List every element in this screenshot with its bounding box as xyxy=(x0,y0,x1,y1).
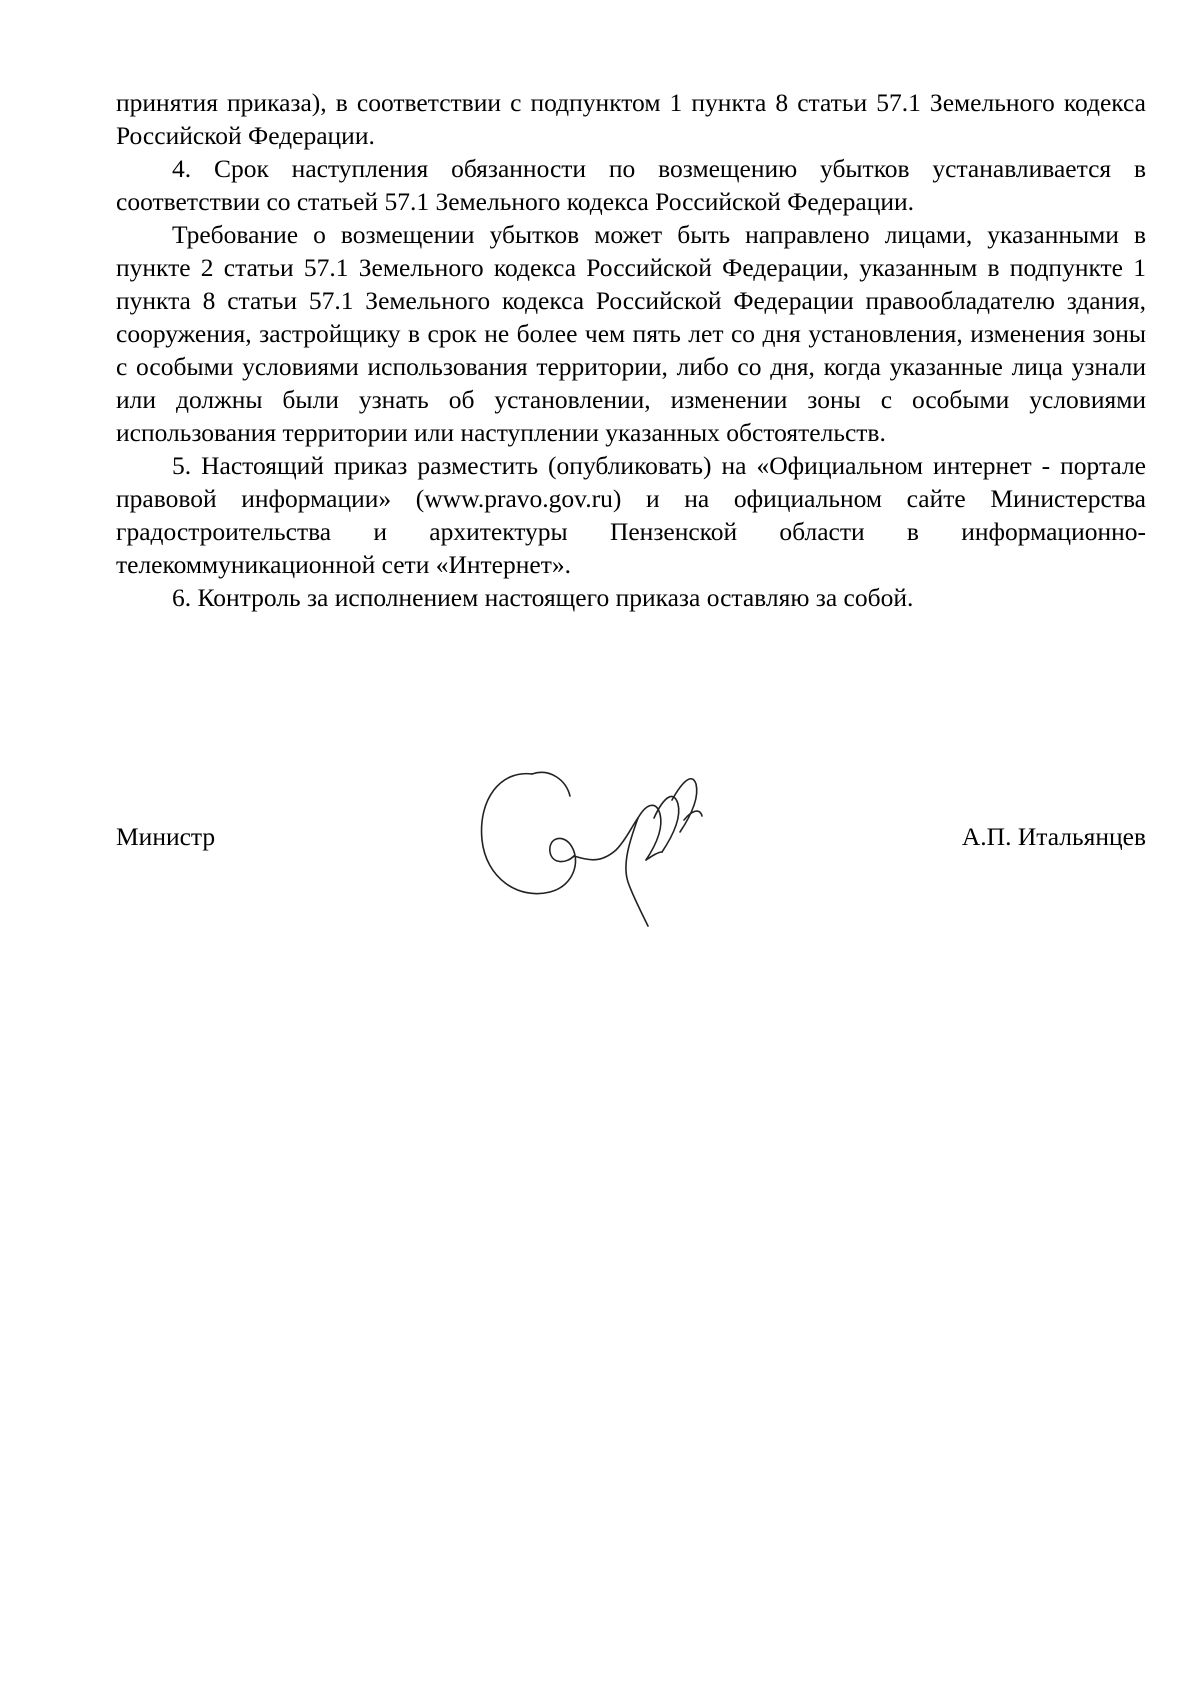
handwritten-signature-icon xyxy=(470,760,730,940)
paragraph-item-6: 6. Контроль за исполнением настоящего приказа оставляю за собой. xyxy=(172,583,914,612)
paragraph-continuation: принятия приказа), в соответствии с подпунктом 1 пункта 8 статьи 57.1 Земельного кодекса Российской Федерации. xyxy=(116,88,1146,150)
signatory-title: Министр xyxy=(116,822,216,851)
paragraph-item-4: 4. Срок наступления обязанности по возмещению убытков устанавливается в соответствии со статьей 57.1 Земельного кодекса Российской Федерации. xyxy=(116,154,1146,216)
paragraph-claim-requirement: Требование о возмещении убытков может быть направлено лицами, указанными в пункте 2 статьи 57.1 Земельного кодекса Российской Федерации, указанным в подпункте 1 пункта 8 статьи 57.1 Земельного кодекса Российской Федерации правообладателю здания, сооружения, застройщику в срок не более чем пять лет со дня установления, изменения зоны с особыми условиями использования территории, либо со дня, когда указанные лица узнали или должны были узнать об установлении, изменении зоны с особыми условиями использования территории или наступлении указанных обстоятельств. xyxy=(116,220,1146,447)
signatory-name: А.П. Итальянцев xyxy=(961,822,1146,851)
paragraph-item-5: 5. Настоящий приказ разместить (опубликовать) на «Официальном интернет - портале правовой информации» (www.pravo.gov.ru) и на официальном сайте Министерства градостроительства и архитектуры Пензенской области в информационно-телекоммуникационной сети «Интернет». xyxy=(116,451,1146,579)
document-body xyxy=(116,86,1146,614)
